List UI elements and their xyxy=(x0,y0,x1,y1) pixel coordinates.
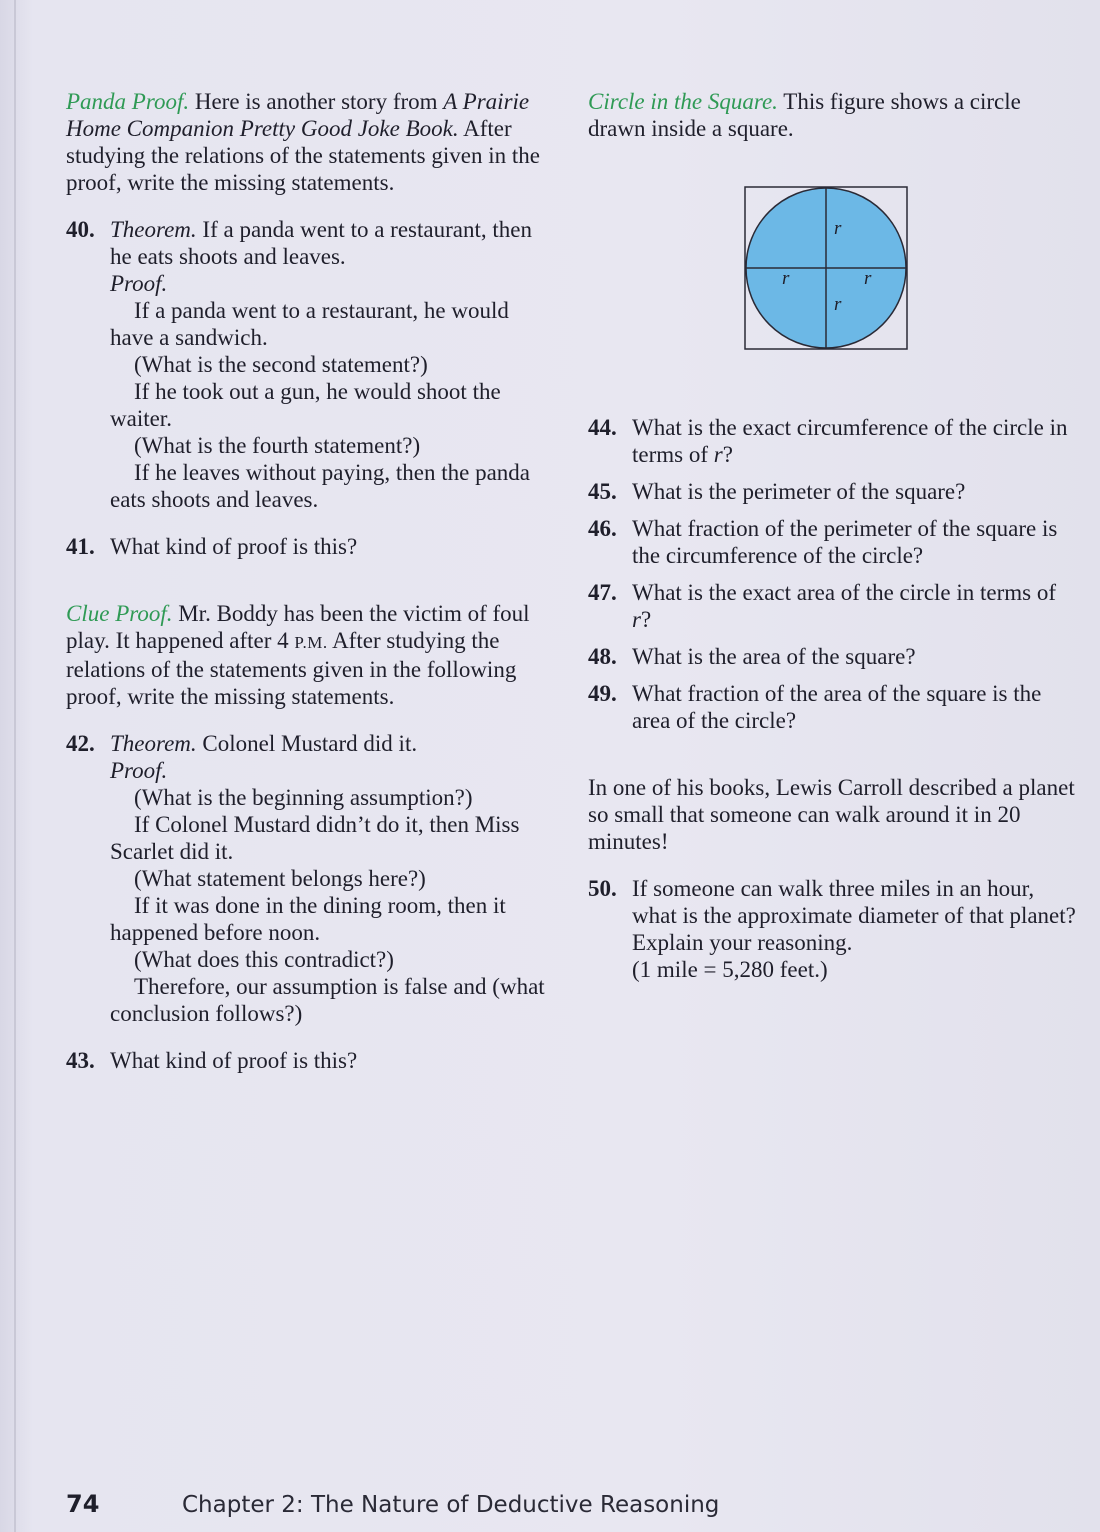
variable-r: r xyxy=(632,607,641,632)
problem-number: 42. xyxy=(66,731,95,756)
problem-number: 49. xyxy=(588,681,617,706)
page-spine xyxy=(14,0,16,1532)
joke-book-title: A Prairie Home Companion Pretty Good Joke Book. xyxy=(66,89,530,141)
problem-number: 47. xyxy=(588,580,617,605)
problem-number: 48. xyxy=(588,644,617,669)
conversion-note: (1 mile = 5,280 feet.) xyxy=(632,957,828,982)
radius-label-bottom: r xyxy=(834,294,842,315)
problem-number: 44. xyxy=(588,415,617,440)
left-column xyxy=(66,88,556,1074)
panda-intro xyxy=(66,88,556,196)
clue-intro-text-2: After studying the relations of the statements given in the following proof, write the missing statements. xyxy=(66,628,517,709)
clue-intro-text: Mr. Boddy has been the victim of foul play. It happened after 4 xyxy=(66,601,530,653)
proof-line-1: (What is the beginning assumption?) xyxy=(134,785,473,810)
proof-line-2: (What is the second statement?) xyxy=(134,352,428,377)
radius-label-right: r xyxy=(864,268,872,289)
circle-in-square-figure xyxy=(744,186,908,350)
problem-number: 41. xyxy=(66,534,95,559)
proof-line-4: (What is the fourth statement?) xyxy=(134,433,421,458)
problem-text: If someone can walk three miles in an hour, what is the approximate diameter of that planet? Explain your reasoning. xyxy=(632,876,1076,955)
proof-label: Proof. xyxy=(110,271,168,296)
problem-50 xyxy=(588,875,1078,983)
circle-intro xyxy=(588,88,1078,142)
problem-48 xyxy=(588,643,1078,670)
problem-text: What fraction of the area of the square is the area of the circle? xyxy=(632,681,1042,733)
problem-number: 45. xyxy=(588,479,617,504)
problem-text: What is the area of the square? xyxy=(632,644,916,669)
pm-label: P.M. xyxy=(294,633,328,652)
proof-line-3: (What statement belongs here?) xyxy=(134,866,426,891)
theorem-label: Theorem. xyxy=(110,731,197,756)
problem-text-end: ? xyxy=(640,607,652,632)
proof-line-6: Therefore, our assumption is false and (what conclusion follows?) xyxy=(110,974,545,1026)
proof-line-1: If a panda went to a restaurant, he would have a sandwich. xyxy=(110,298,509,350)
proof-line-4: If it was done in the dining room, then it happened before noon. xyxy=(110,893,506,945)
proof-line-5: If he leaves without paying, then the panda eats shoots and leaves. xyxy=(110,460,530,512)
problem-text: What kind of proof is this? xyxy=(110,534,358,559)
page-footer xyxy=(66,1490,720,1518)
clue-intro xyxy=(66,600,556,710)
variable-r: r xyxy=(713,442,723,467)
panda-title: Panda Proof. xyxy=(66,89,190,114)
problem-41 xyxy=(66,533,556,560)
circle-intro-text: This figure shows a circle drawn inside a square. xyxy=(588,89,1021,141)
problem-text: What fraction of the perimeter of the square is the circumference of the circle? xyxy=(632,516,1058,568)
carroll-paragraph: In one of his books, Lewis Carroll described a planet so small that someone can walk around it in 20 minutes! xyxy=(588,775,1075,854)
circle-title: Circle in the Square. xyxy=(588,89,778,114)
theorem-label: Theorem. xyxy=(110,217,197,242)
problem-42 xyxy=(66,730,556,1027)
problem-text: What is the perimeter of the square? xyxy=(632,479,966,504)
radius-label-top: r xyxy=(834,218,842,239)
problem-44 xyxy=(588,414,1078,468)
problem-number: 46. xyxy=(588,516,617,541)
proof-line-2: If Colonel Mustard didn’t do it, then Miss Scarlet did it. xyxy=(110,812,520,864)
proof-label: Proof. xyxy=(110,758,168,783)
problem-43 xyxy=(66,1047,556,1074)
theorem-text: If a panda went to a restaurant, then he eats shoots and leaves. xyxy=(110,217,532,269)
problem-46 xyxy=(588,515,1078,569)
problem-number: 50. xyxy=(588,876,617,901)
problem-text: What kind of proof is this? xyxy=(110,1048,358,1073)
theorem-text: Colonel Mustard did it. xyxy=(196,731,418,756)
problem-number: 43. xyxy=(66,1048,95,1073)
problem-49 xyxy=(588,680,1078,734)
panda-intro-text: Here is another story from xyxy=(189,89,444,114)
chapter-title: Chapter 2: The Nature of Deductive Reasoning xyxy=(182,1492,720,1518)
problem-text-end: ? xyxy=(722,442,733,467)
problem-40 xyxy=(66,216,556,513)
problem-45 xyxy=(588,478,1078,505)
problem-47 xyxy=(588,579,1078,633)
radius-label-left: r xyxy=(782,268,790,289)
panda-intro-text-2: After studying the relations of the statements given in the proof, write the missing statements. xyxy=(66,116,540,195)
problem-number: 40. xyxy=(66,217,95,242)
proof-line-5: (What does this contradict?) xyxy=(134,947,394,972)
page-number: 74 xyxy=(66,1490,100,1518)
problem-text: What is the exact area of the circle in terms of xyxy=(632,580,1057,605)
problem-text: What is the exact circumference of the circle in terms of xyxy=(632,415,1068,467)
clue-title: Clue Proof. xyxy=(66,601,173,626)
proof-line-3: If he took out a gun, he would shoot the waiter. xyxy=(110,379,501,431)
